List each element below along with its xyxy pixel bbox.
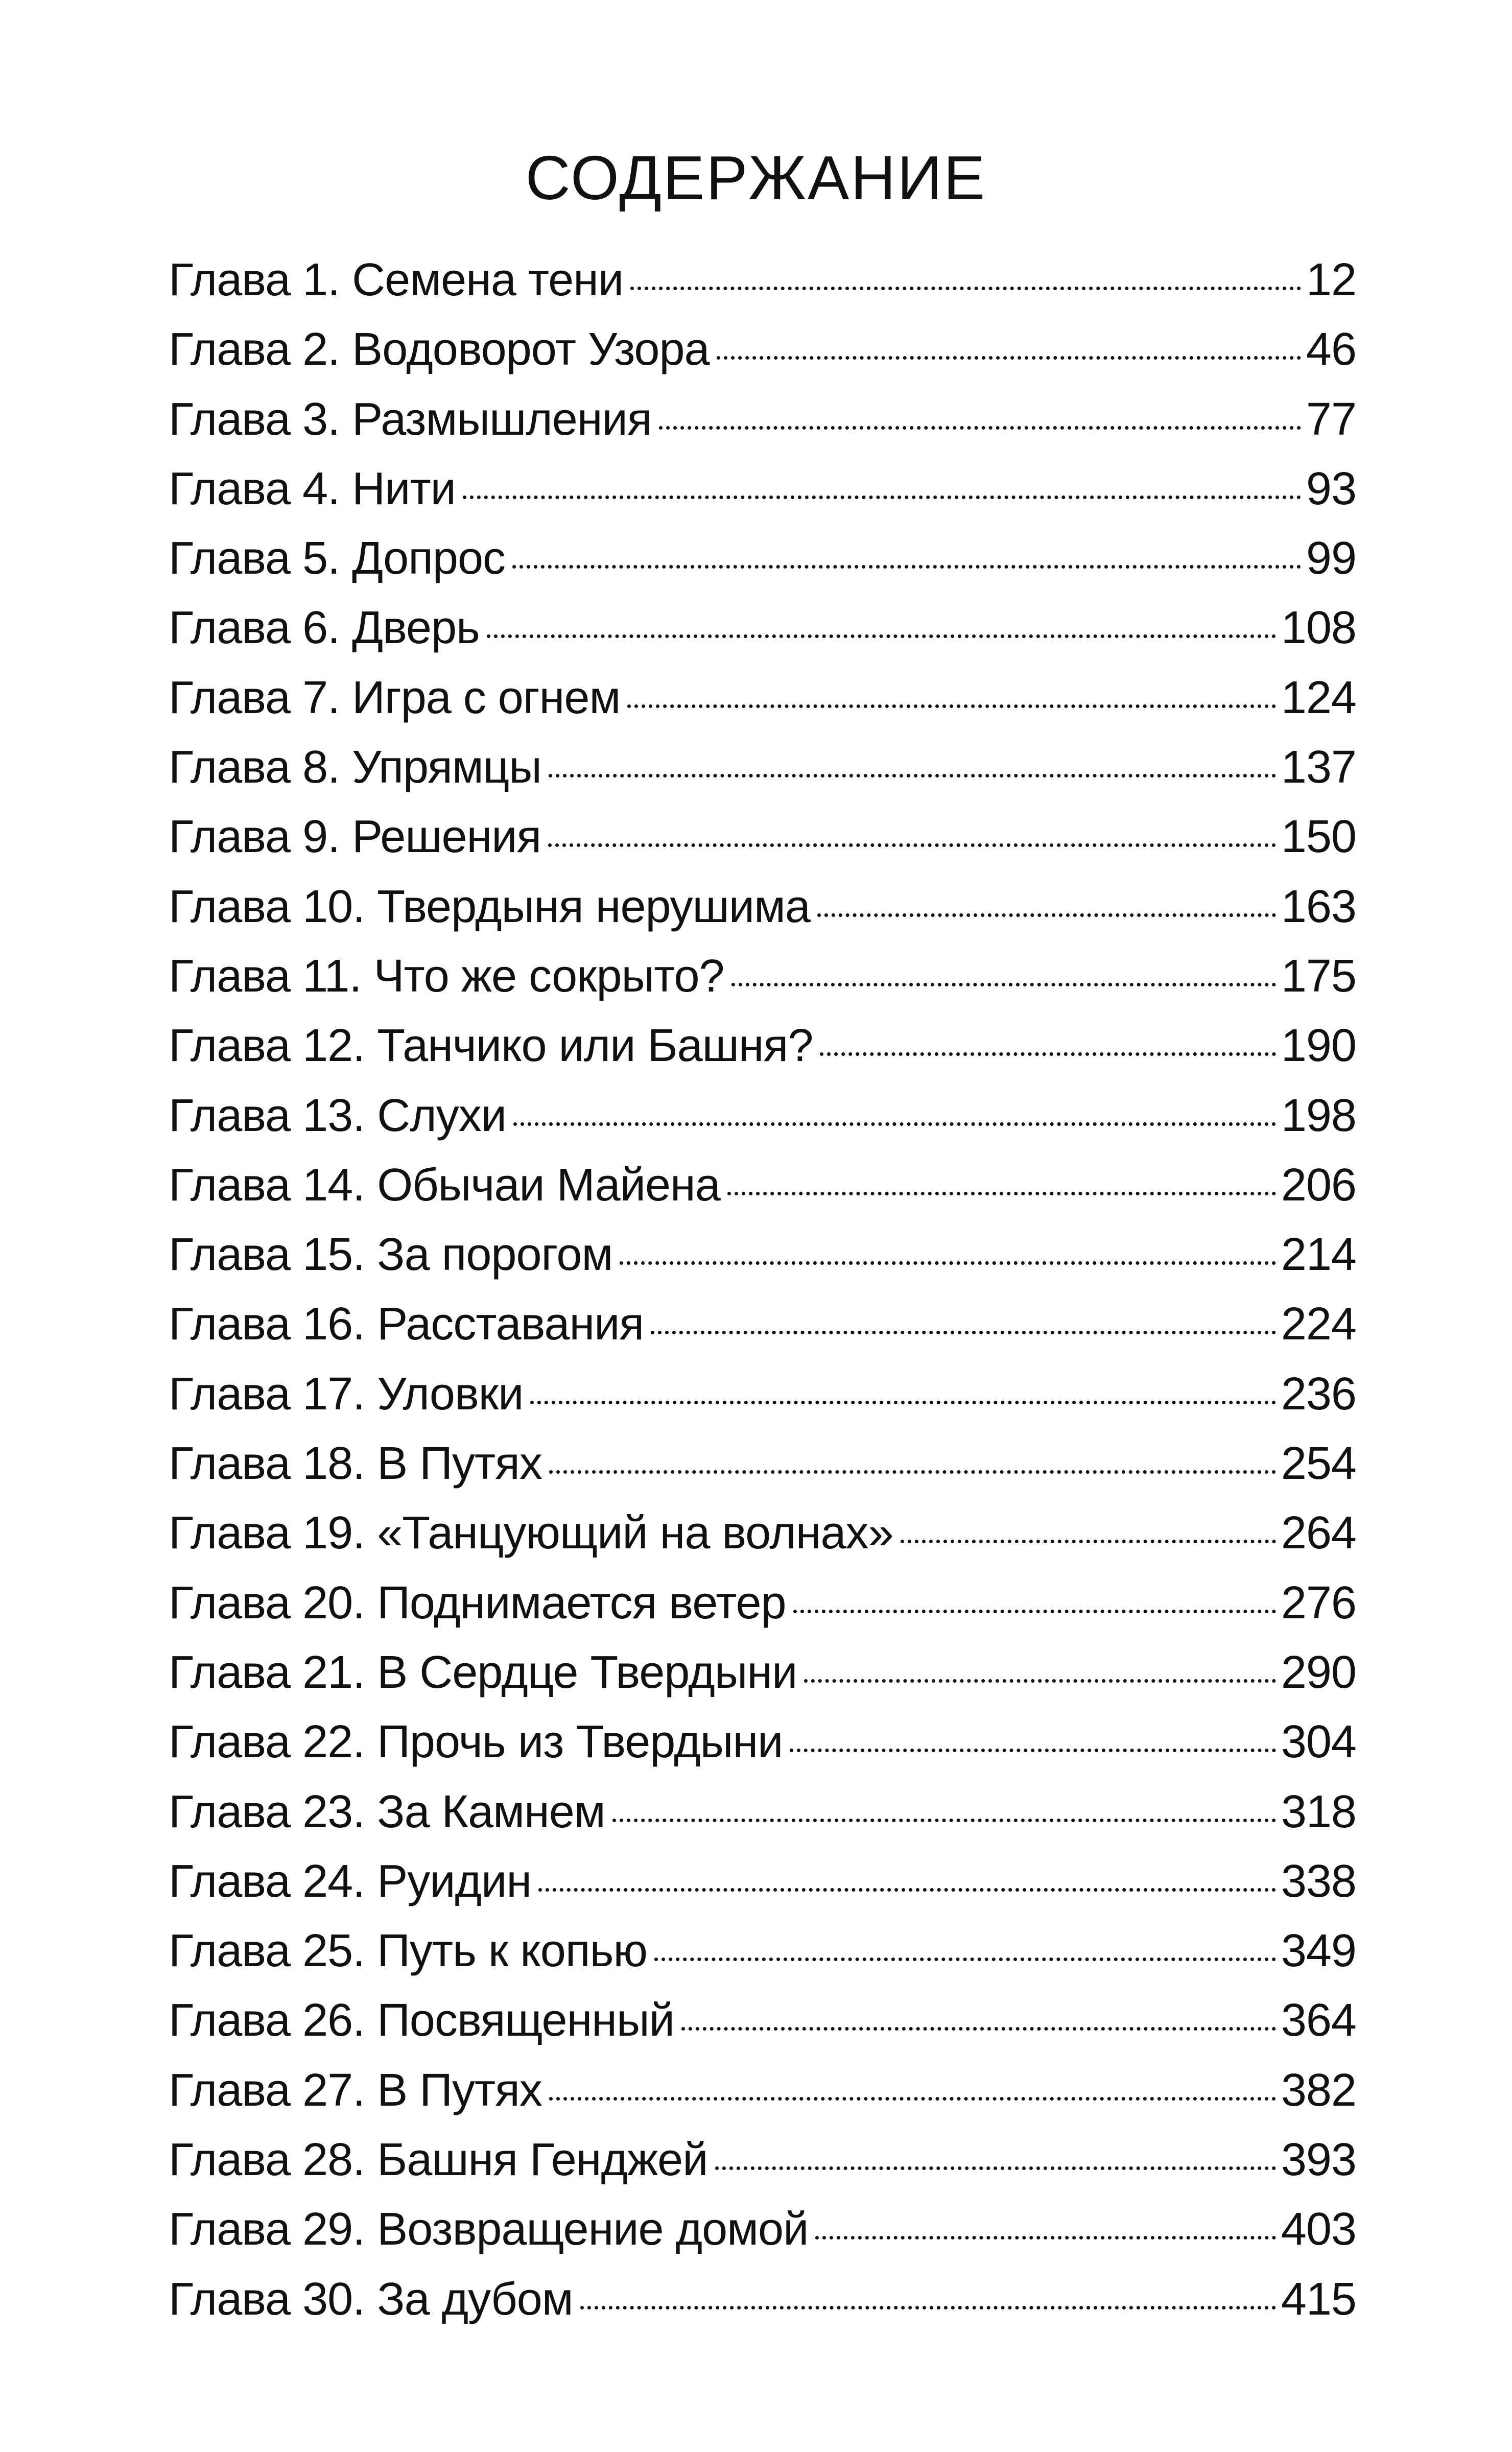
toc-entry [169, 593, 1356, 663]
dot-leader [727, 1182, 1276, 1195]
toc-entry [169, 1498, 1356, 1568]
toc-entry-page: 276 [1281, 1577, 1356, 1629]
toc-entry [169, 385, 1356, 454]
toc-entry-title: Глава 10. Твердыня нерушима [169, 881, 810, 932]
toc-entry [169, 1081, 1356, 1150]
dot-leader [463, 485, 1301, 499]
toc-entry [169, 1568, 1356, 1638]
toc-entry [169, 2265, 1356, 2334]
toc-entry [169, 872, 1356, 941]
dot-leader [651, 1321, 1276, 1334]
toc-entry [169, 733, 1356, 802]
toc-entry-page: 264 [1281, 1507, 1356, 1559]
toc-entry [169, 454, 1356, 524]
toc-entry [169, 1916, 1356, 1986]
toc-entry [169, 1429, 1356, 1498]
toc-entry [169, 802, 1356, 871]
dot-leader [731, 973, 1276, 986]
toc-entry-title: Глава 7. Игра с огнем [169, 672, 621, 723]
table-of-contents [169, 245, 1356, 2334]
toc-entry-title: Глава 11. Что же сокрыто? [169, 950, 724, 1002]
dot-leader [817, 903, 1276, 917]
dot-leader [620, 1251, 1276, 1265]
toc-entry-title: Глава 9. Решения [169, 811, 541, 863]
dot-leader [487, 624, 1276, 638]
toc-entry-title: Глава 21. В Сердце Твердыни [169, 1646, 797, 1698]
toc-entry-title: Глава 23. За Камнем [169, 1786, 605, 1837]
toc-entry-page: 236 [1281, 1368, 1356, 1420]
toc-entry-page: 108 [1281, 602, 1356, 654]
toc-entry [169, 1707, 1356, 1777]
toc-entry [169, 1638, 1356, 1707]
toc-entry-page: 403 [1281, 2204, 1356, 2255]
dot-leader [804, 1669, 1275, 1683]
toc-entry-title: Глава 1. Семена тени [169, 254, 624, 305]
toc-entry-page: 150 [1281, 811, 1356, 863]
toc-entry-title: Глава 30. За дубом [169, 2273, 573, 2325]
toc-entry-page: 12 [1306, 254, 1356, 305]
dot-leader [659, 416, 1301, 430]
toc-entry-title: Глава 19. «Танцующий на волнах» [169, 1507, 893, 1559]
toc-entry-page: 99 [1306, 533, 1356, 584]
toc-entry [169, 245, 1356, 315]
dot-leader [549, 764, 1276, 777]
toc-entry [169, 1777, 1356, 1847]
dot-leader [612, 1808, 1276, 1822]
toc-entry [169, 315, 1356, 384]
toc-entry-page: 393 [1281, 2134, 1356, 2186]
dot-leader [549, 2087, 1276, 2101]
toc-entry-page: 382 [1281, 2064, 1356, 2116]
toc-entry-title: Глава 2. Водоворот Узора [169, 324, 710, 375]
dot-leader [793, 1599, 1276, 1613]
dot-leader [654, 1947, 1276, 1961]
dot-leader [538, 1878, 1276, 1892]
dot-leader [548, 833, 1276, 847]
page-title: СОДЕРЖАНИЕ [525, 143, 987, 213]
toc-entry-page: 349 [1281, 1925, 1356, 1977]
toc-entry-page: 214 [1281, 1229, 1356, 1281]
toc-entry-page: 77 [1306, 393, 1356, 445]
toc-entry-page: 338 [1281, 1855, 1356, 1907]
toc-entry-title: Глава 5. Допрос [169, 533, 506, 584]
dot-leader [717, 346, 1301, 360]
toc-entry-title: Глава 24. Руидин [169, 1855, 532, 1907]
dot-leader [530, 1390, 1275, 1404]
toc-entry [169, 2125, 1356, 2195]
toc-entry [169, 1847, 1356, 1916]
dot-leader [513, 1112, 1276, 1126]
dot-leader [580, 2296, 1276, 2309]
toc-entry [169, 1220, 1356, 1289]
toc-entry-title: Глава 8. Упрямцы [169, 742, 541, 793]
toc-entry-title: Глава 18. В Путях [169, 1438, 542, 1490]
toc-entry-page: 254 [1281, 1438, 1356, 1490]
toc-entry-title: Глава 3. Размышления [169, 393, 652, 445]
toc-entry [169, 663, 1356, 733]
toc-entry [169, 1986, 1356, 2055]
toc-entry [169, 941, 1356, 1011]
dot-leader [820, 1042, 1275, 1056]
toc-entry-title: Глава 15. За порогом [169, 1229, 613, 1281]
toc-entry-title: Глава 6. Дверь [169, 602, 480, 654]
toc-entry [169, 1011, 1356, 1080]
toc-entry [169, 1289, 1356, 1359]
toc-entry [169, 2195, 1356, 2264]
toc-entry-page: 290 [1281, 1646, 1356, 1698]
toc-entry-title: Глава 22. Прочь из Твердыни [169, 1716, 783, 1768]
dot-leader [681, 2017, 1276, 2031]
toc-entry-page: 198 [1281, 1090, 1356, 1141]
dot-leader [549, 1460, 1276, 1474]
toc-entry-page: 46 [1306, 324, 1356, 375]
toc-entry-title: Глава 13. Слухи [169, 1090, 507, 1141]
dot-leader [790, 1738, 1275, 1752]
dot-leader [630, 276, 1301, 290]
toc-entry-page: 124 [1281, 672, 1356, 723]
toc-entry-title: Глава 12. Танчико или Башня? [169, 1020, 813, 1072]
toc-entry-page: 304 [1281, 1716, 1356, 1768]
toc-entry-title: Глава 20. Поднимается ветер [169, 1577, 786, 1629]
dot-leader [627, 694, 1276, 708]
toc-entry-title: Глава 29. Возвращение домой [169, 2204, 809, 2255]
toc-entry-page: 318 [1281, 1786, 1356, 1837]
toc-entry [169, 1150, 1356, 1220]
toc-entry [169, 524, 1356, 593]
dot-leader [901, 1529, 1276, 1543]
toc-entry-title: Глава 25. Путь к копью [169, 1925, 647, 1977]
toc-entry-page: 190 [1281, 1020, 1356, 1072]
toc-entry-title: Глава 14. Обычаи Майена [169, 1159, 720, 1211]
toc-entry-title: Глава 28. Башня Генджей [169, 2134, 708, 2186]
toc-entry-page: 163 [1281, 881, 1356, 932]
dot-leader [815, 2226, 1275, 2239]
toc-entry-title: Глава 17. Уловки [169, 1368, 524, 1420]
dot-leader [512, 555, 1301, 569]
toc-entry-page: 175 [1281, 950, 1356, 1002]
toc-entry-page: 415 [1281, 2273, 1356, 2325]
toc-entry-title: Глава 4. Нити [169, 463, 456, 514]
toc-entry-title: Глава 27. В Путях [169, 2064, 542, 2116]
toc-entry [169, 2056, 1356, 2125]
toc-entry [169, 1359, 1356, 1429]
toc-entry-title: Глава 26. Посвященный [169, 1995, 674, 2046]
toc-entry-page: 224 [1281, 1299, 1356, 1350]
toc-entry-page: 206 [1281, 1159, 1356, 1211]
toc-entry-page: 137 [1281, 742, 1356, 793]
dot-leader [715, 2156, 1276, 2170]
toc-entry-page: 93 [1306, 463, 1356, 514]
toc-entry-title: Глава 16. Расставания [169, 1299, 644, 1350]
toc-entry-page: 364 [1281, 1995, 1356, 2046]
